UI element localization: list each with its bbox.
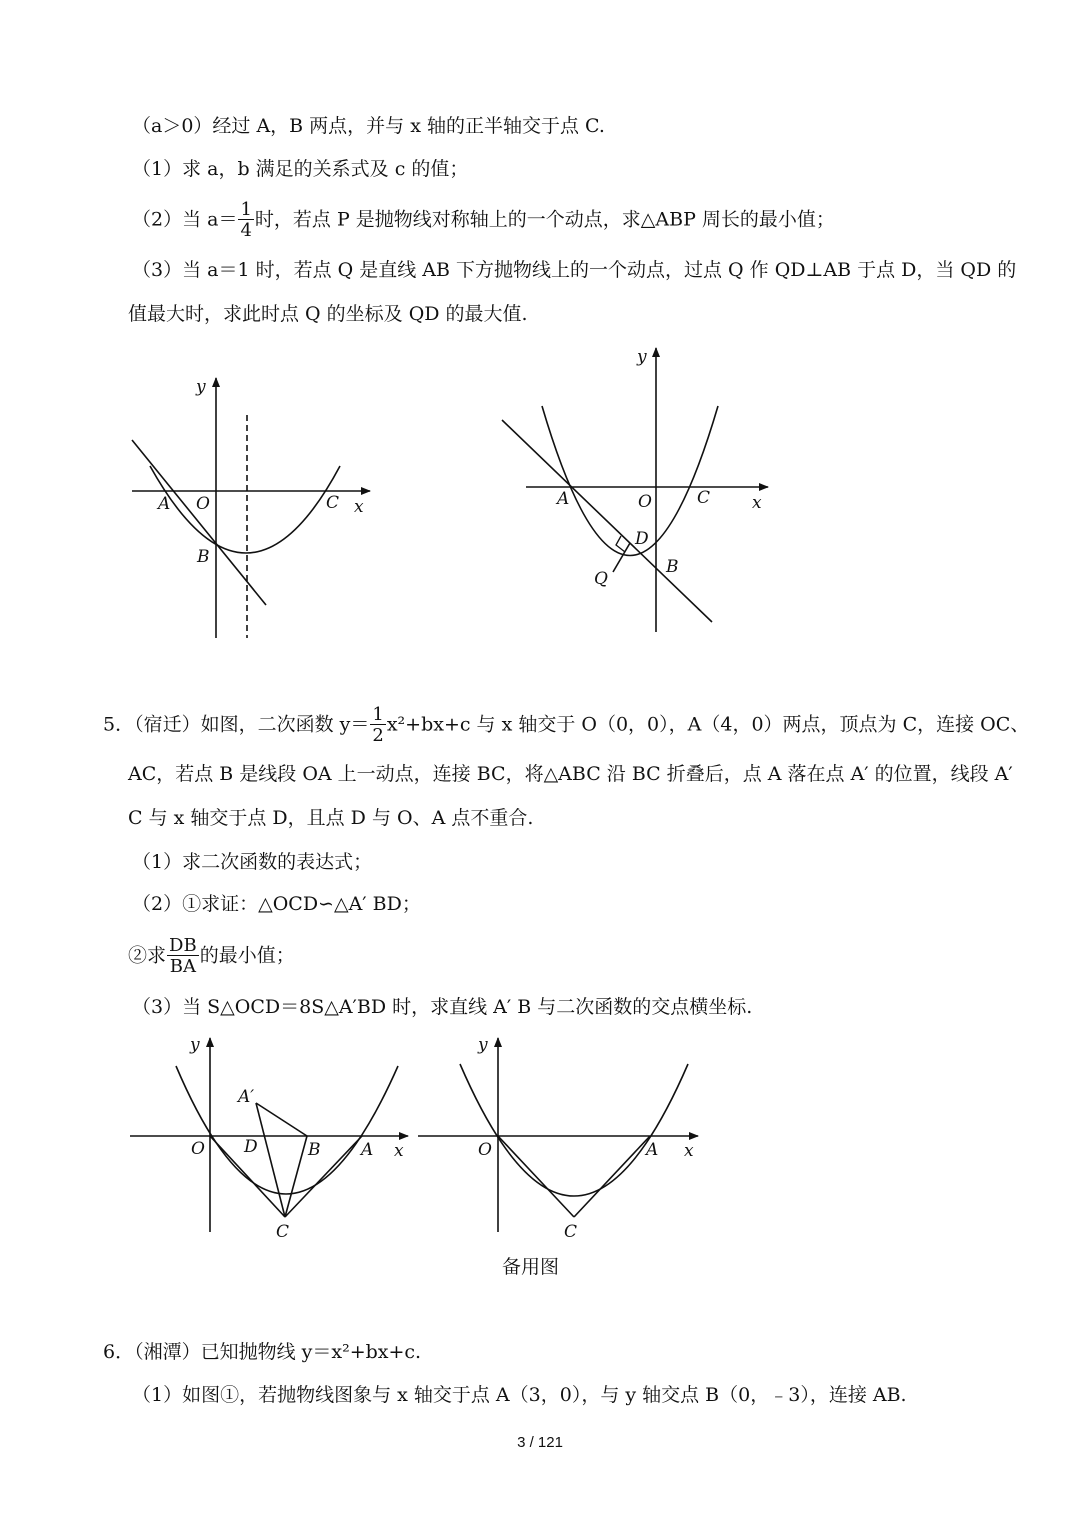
fig4b-b-label: B [666, 557, 679, 577]
p5-q2: （2）①求证：△OCD∽△A′ BD； [132, 893, 421, 915]
p5-line1-pre: 5．（宿迁）如图，二次函数 y＝ [103, 713, 370, 736]
fig4b-x-label: x [752, 493, 762, 513]
p5-line2: AC，若点 B 是线段 OA 上一动点，连接 BC，将△ABC 沿 BC 折叠后，点 A 落在点 A′ 的位置，线段 A′ [128, 763, 1013, 785]
fraction-numerator: 1 [372, 704, 384, 725]
fraction-numerator: 1 [240, 199, 252, 220]
fig5a-d-label: D [244, 1137, 258, 1157]
right-angle-mark [616, 536, 625, 552]
fig4a-b-label: B [197, 547, 210, 567]
fig5a-a1-label: A′ [238, 1087, 255, 1107]
segment-qd [613, 543, 630, 572]
fig4b-y-label: y [637, 347, 647, 367]
fig4b-d-label: D [635, 529, 649, 549]
fig4a-c-label: C [326, 493, 340, 513]
p4-intro: （a＞0）经过 A，B 两点，并与 x 轴的正半轴交于点 C. [132, 115, 605, 137]
fraction-denominator: 2 [372, 725, 384, 746]
p4-q3-line1: （3）当 a＝1 时，若点 Q 是直线 AB 下方抛物线上的一个动点，过点 Q 作 QD⊥AB 于点 D，当 QD 的 [132, 259, 1017, 281]
p6-q1: （1）如图①，若抛物线图象与 x 轴交于点 A（3，0），与 y 轴交点 B（0，﹣3），连接 AB. [132, 1384, 907, 1406]
fig4b-q-label: Q [594, 569, 608, 589]
fig5a-b-label: B [308, 1140, 321, 1160]
p5-q1: （1）求二次函数的表达式； [132, 851, 373, 873]
fig5a-o-label: O [191, 1139, 205, 1159]
figure-5b [418, 1038, 698, 1232]
fig5a-y-label: y [190, 1035, 200, 1055]
p4-q1: （1）求 a，b 满足的关系式及 c 的值； [132, 158, 469, 180]
fig5a-c-label: C [276, 1222, 290, 1242]
parabola [150, 466, 340, 553]
line-ab [502, 420, 712, 622]
fig4a-y-label: y [196, 377, 206, 397]
fig5b-a-label: A [646, 1140, 659, 1160]
fig4b-a-label: A [557, 489, 570, 509]
p5-q2b-pre: ②求 [128, 944, 167, 967]
parabola [460, 1064, 688, 1196]
segment-oc [498, 1136, 574, 1217]
line-ab [132, 440, 266, 605]
page-number: 3 / 121 [517, 1434, 563, 1451]
figure-5a [130, 1038, 408, 1232]
p4-q2-pre: （2）当 a＝ [132, 208, 238, 231]
p5-q3: （3）当 S△OCD＝8S△A′BD 时，求直线 A′ B 与二次函数的交点横坐标. [132, 996, 753, 1018]
p4-q2-post: 时，若点 P 是抛物线对称轴上的一个动点，求△ABP 周长的最小值； [254, 208, 835, 231]
fig4a-x-label: x [354, 497, 364, 517]
fraction-numerator: DB [169, 935, 197, 956]
p6-line1: 6．（湘潭）已知抛物线 y＝x²+bx+c. [103, 1341, 422, 1363]
segment-ac [574, 1136, 650, 1217]
fig5b-c-label: C [564, 1222, 578, 1242]
fig4a-a-label: A [158, 494, 171, 514]
fig4b-c-label: C [697, 488, 711, 508]
p4-q3-line2: 值最大时，求此时点 Q 的坐标及 QD 的最大值. [128, 303, 528, 325]
fig5b-x-label: x [684, 1141, 694, 1161]
figure-4b [502, 348, 768, 632]
fig5a-x-label: x [394, 1141, 404, 1161]
fig5b-caption: 备用图 [502, 1256, 560, 1278]
p5-line1-post: x²+bx+c 与 x 轴交于 O（0，0），A（4，0）两点，顶点为 C，连接 OC、 [386, 713, 1030, 736]
fraction-denominator: BA [169, 956, 196, 977]
fraction-denominator: 4 [240, 220, 252, 241]
p5-line3: C 与 x 轴交于点 D，且点 D 与 O、A 点不重合. [128, 807, 534, 829]
segment-a1c [256, 1103, 285, 1217]
fig5b-y-label: y [478, 1035, 488, 1055]
p5-q2b-post: 的最小值； [199, 944, 295, 967]
fig4b-o-label: O [638, 492, 652, 512]
parabola [542, 406, 718, 556]
fig5a-a-label: A [361, 1140, 374, 1160]
fig4a-o-label: O [196, 494, 210, 514]
fig5b-o-label: O [478, 1140, 492, 1160]
